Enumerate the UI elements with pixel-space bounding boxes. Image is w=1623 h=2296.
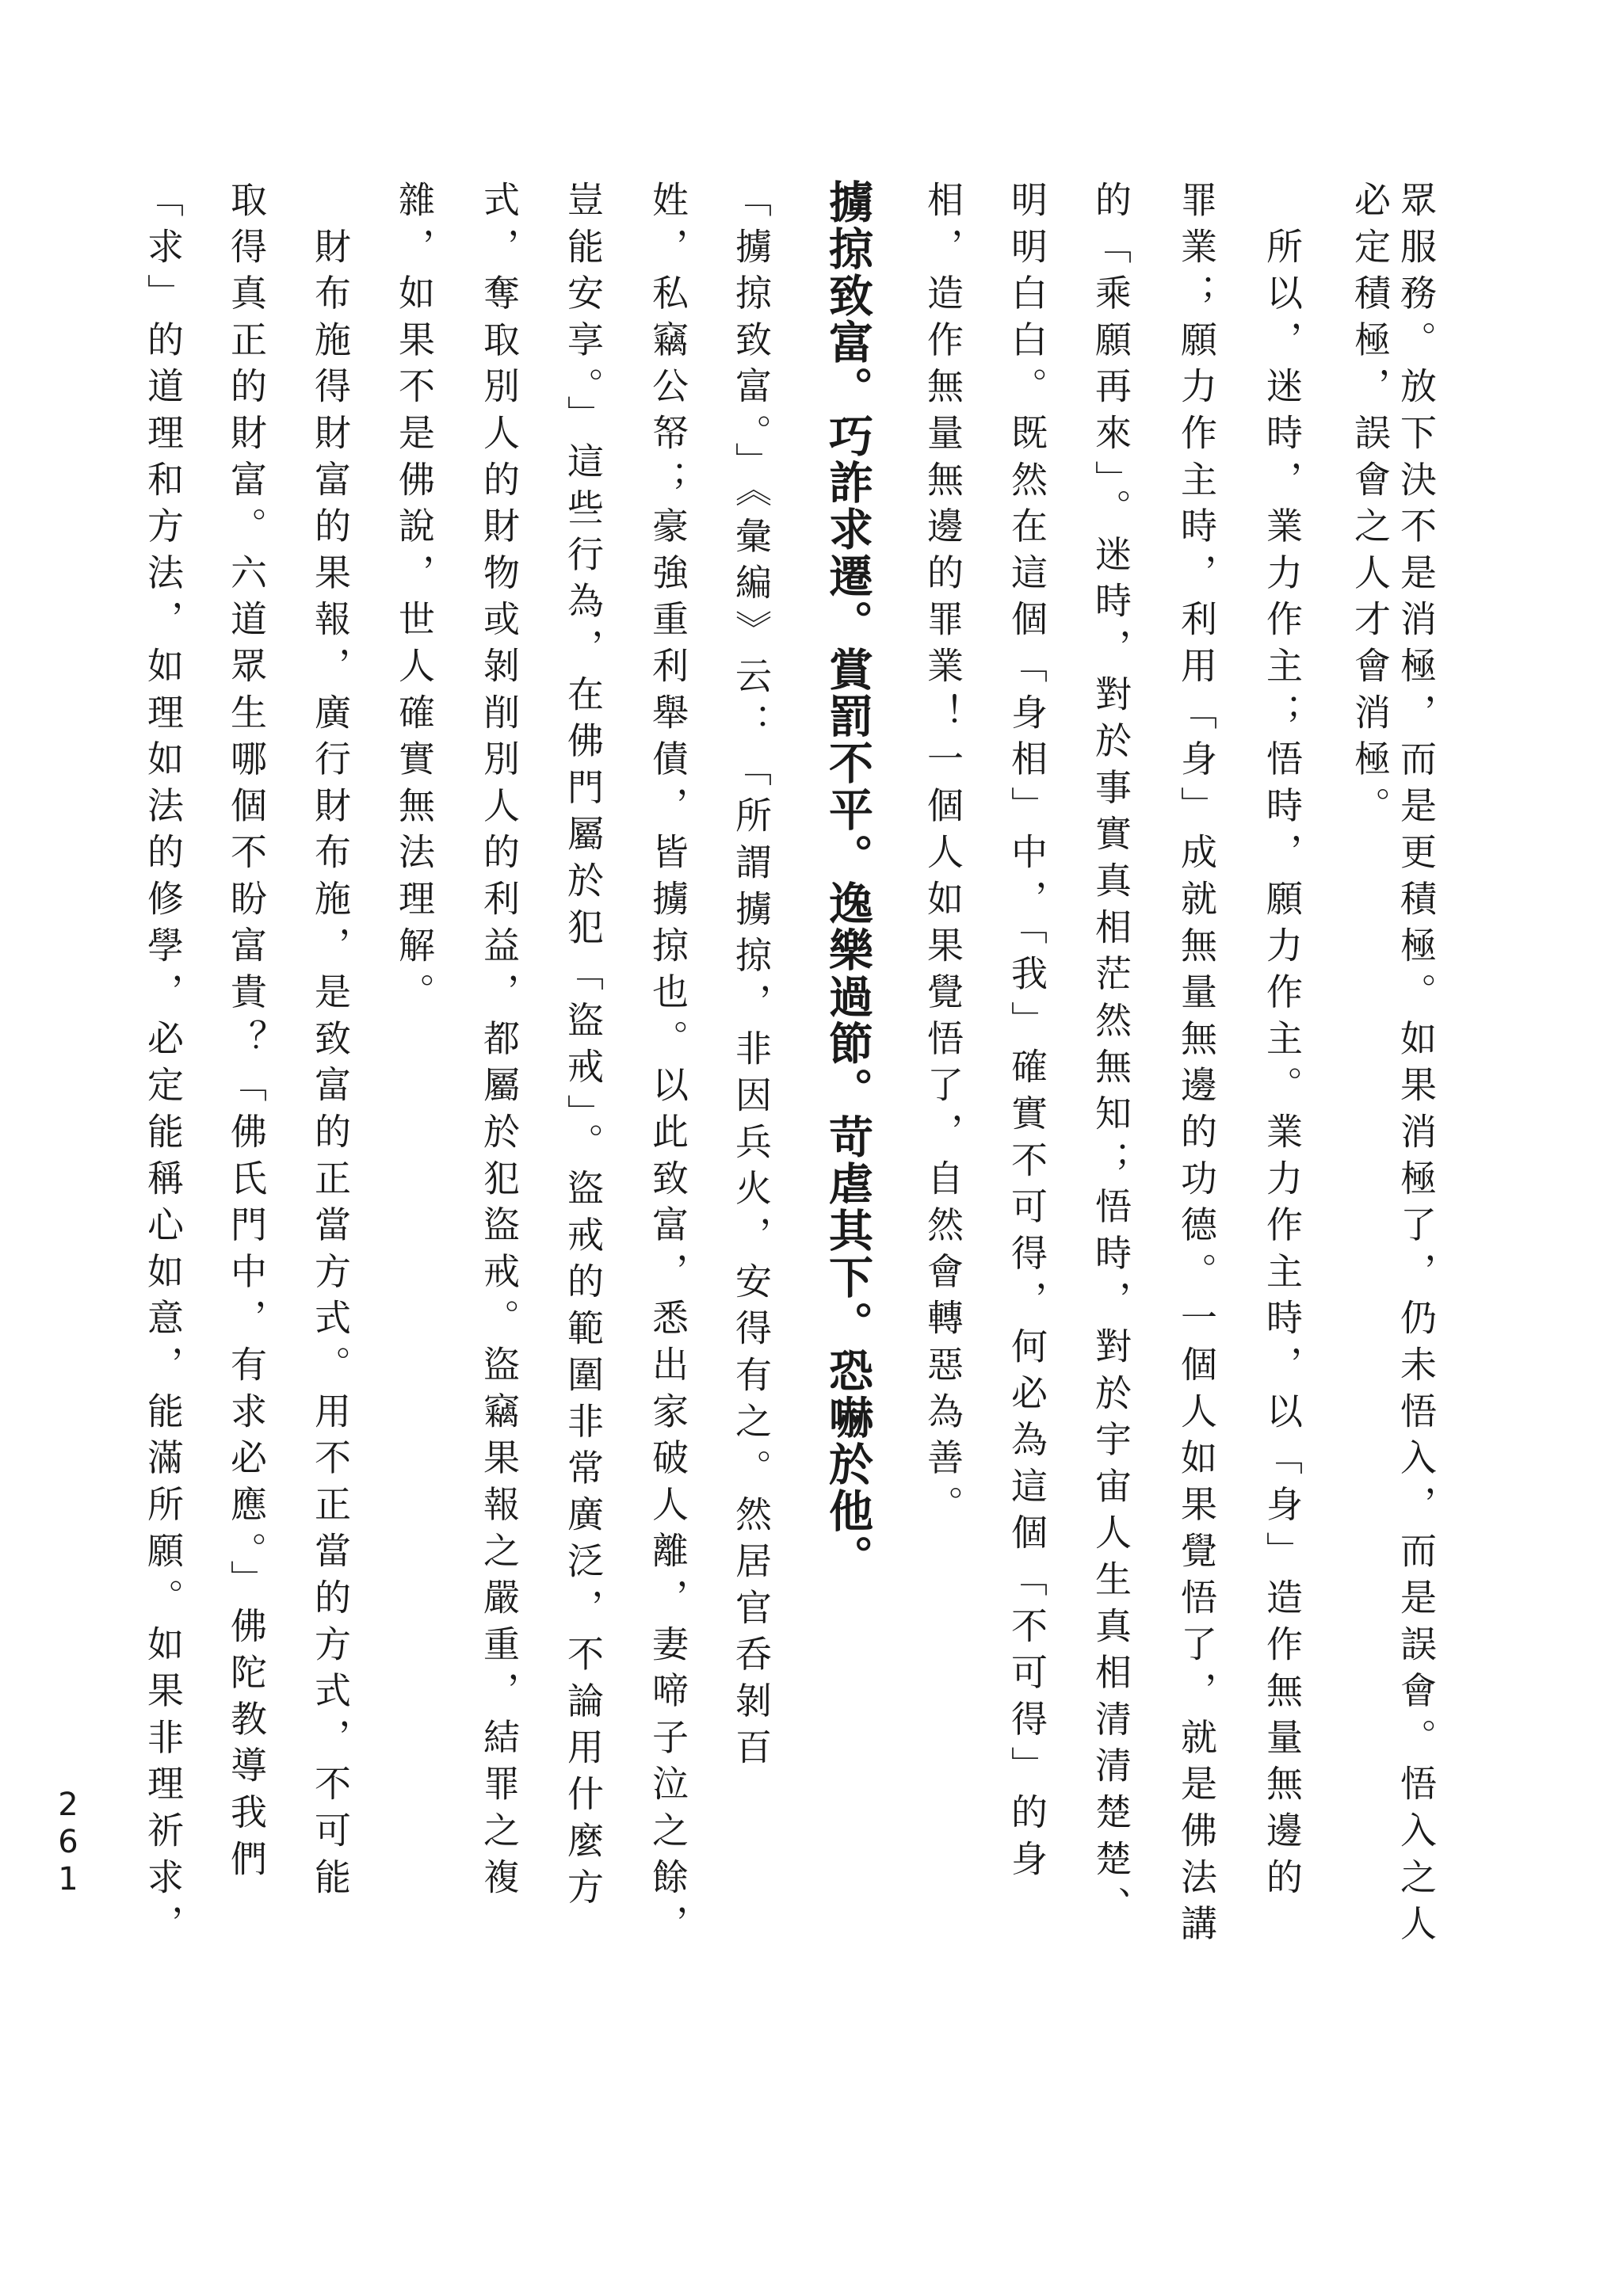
text-column-4: 罪業；願力作主時，利用「身」成就無量無邊的功德。一個人如果覺悟了，就是佛法講 bbox=[1175, 181, 1218, 1951]
text-column-14: 取得真正的財富。六道眾生哪個不盼富貴？「佛氏門中，有求必應。」佛陀教導我們 bbox=[225, 181, 268, 1886]
text-column-2: 必定積極，誤會之人才會消極。 bbox=[1349, 181, 1392, 833]
text-column-1: 眾服務。放下決不是消極，而是更積極。如果消極了，仍未悟入，而是誤會。悟入之人 bbox=[1395, 181, 1438, 1951]
text-column-9: 姓，私竊公帑；豪強重利舉債，皆擄掠也。以此致富，悉出家破人離，妻啼子泣之餘， bbox=[647, 181, 689, 1951]
text-column-10: 豈能安享。」這些行為，在佛門屬於犯「盜戒」。盜戒的範圍非常廣泛，不論用什麼方 bbox=[562, 181, 605, 1915]
text-column-8: 「擄掠致富。」《彙編》云：「所謂擄掠，非因兵火，安得有之。然居官呑剝百 bbox=[730, 181, 773, 1775]
text-column-5: 的「乘願再來」。迷時，對於事實真相茫然無知；悟時，對於宇宙人生真相清清楚楚、 bbox=[1090, 181, 1132, 1933]
text-column-15: 「求」的道理和方法，如理如法的修學，必定能稱心如意，能滿所願。如果非理祈求， bbox=[142, 181, 185, 1951]
text-column-12: 雜，如果不是佛說，世人確實無法理解。 bbox=[393, 181, 436, 1020]
text-column-7: 相，造作無量無邊的罪業！一個人如果覺悟了，自然會轉惡為善。 bbox=[922, 181, 964, 1532]
text-column-13: 財布施得財富的果報，廣行財布施，是致富的正當方式。用不正當的方式，不可能 bbox=[309, 181, 352, 1905]
section-heading: 擄掠致富。巧詐求遷。賞罰不平。逸樂過節。苛虐其下。恐嚇於他。 bbox=[822, 179, 873, 1581]
text-column-6: 明明白白。既然在這個「身相」中，「我」確實不可得，何必為這個「不可得」的身 bbox=[1006, 181, 1048, 1886]
page-number: 261 bbox=[50, 1787, 86, 1898]
text-column-3: 所以，迷時，業力作主；悟時，願力作主。業力作主時，以「身」造作無量無邊的 bbox=[1261, 181, 1304, 1905]
text-column-11: 式，奪取別人的財物或剝削別人的利益，都屬於犯盜戒。盜竊果報之嚴重，結罪之複 bbox=[478, 181, 521, 1905]
